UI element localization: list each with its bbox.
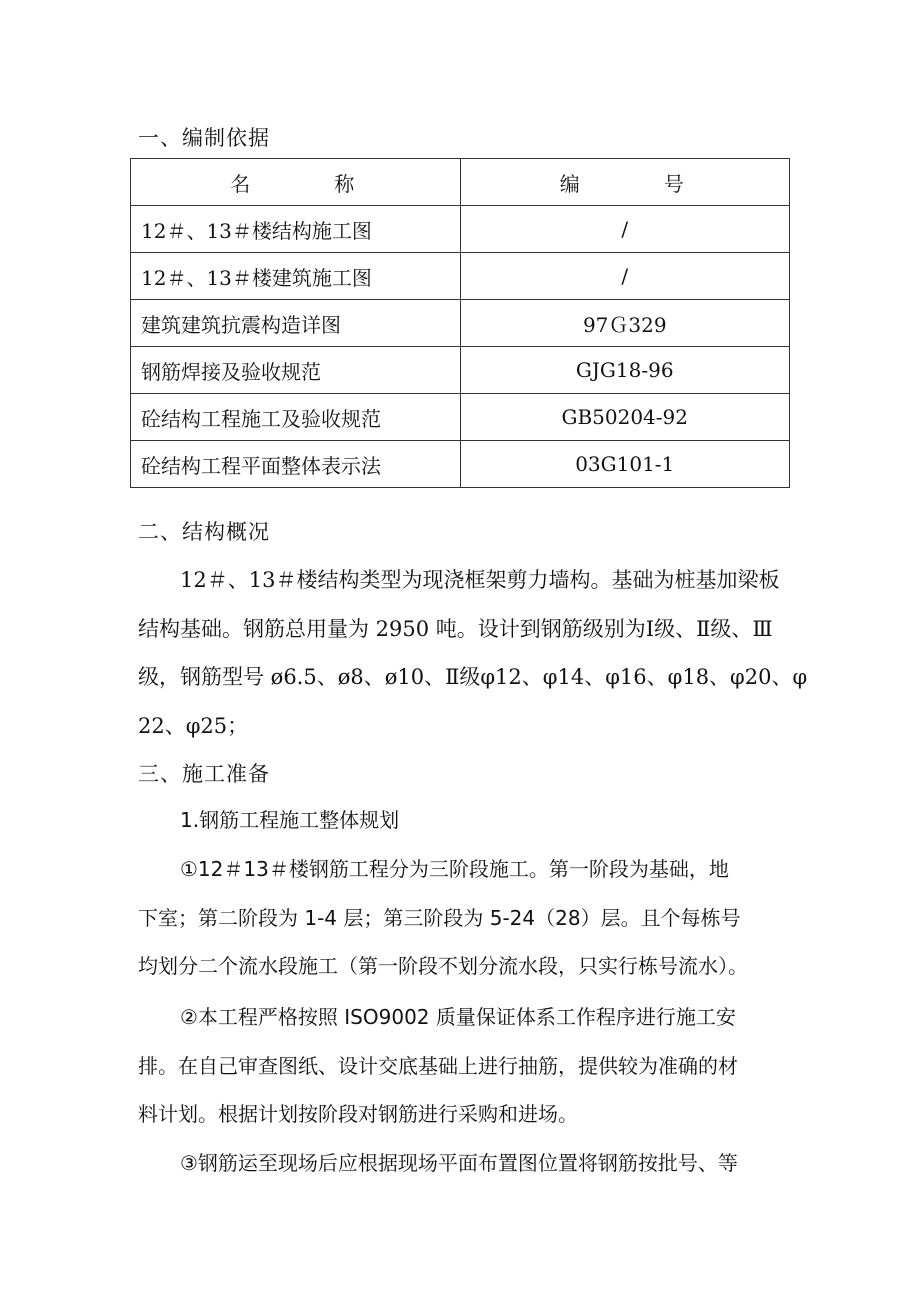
paragraph-line: ①12＃13＃楼钢筋工程分为三阶段施工。第一阶段为基础，地 (180, 857, 729, 881)
plan-paragraph-2 (138, 993, 788, 1139)
row-code: GJG18-96 (460, 347, 790, 394)
plan-paragraph-3 (138, 1139, 788, 1188)
section-heading-preparation: 三、施工准备 (138, 762, 270, 786)
paragraph-line: 排。在自己审查图纸、设计交底基础上进行抽筋，提供较为准确的材 (138, 1053, 738, 1078)
basis-table (130, 158, 790, 488)
paragraph-line: 结构基础。钢筋总用量为 2950 吨。设计到钢筋级别为Ⅰ级、Ⅱ级、Ⅲ (138, 616, 773, 641)
row-name: 12＃、13＃楼建筑施工图 (131, 253, 461, 300)
paragraph-line: 下室；第二阶段为 1-4 层；第三阶段为 5-24（28）层。且个每栋号 (138, 905, 741, 930)
row-code: 03G101-1 (460, 441, 790, 488)
subheading-plan (138, 796, 788, 845)
row-name: 砼结构工程平面整体表示法 (131, 441, 461, 488)
row-code: / (460, 253, 790, 300)
structure-paragraph (138, 556, 808, 750)
paragraph-line: 12＃、13＃楼结构类型为现浇框架剪力墙构。基础为桩基加梁板 (180, 568, 780, 592)
table-row (131, 394, 790, 441)
subheading-text: 1.钢筋工程施工整体规划 (180, 808, 400, 832)
table-row (131, 441, 790, 488)
section-heading-structure: 二、结构概况 (138, 520, 270, 544)
paragraph-line: 22、φ25； (138, 713, 249, 738)
row-name: 砼结构工程施工及验收规范 (131, 394, 461, 441)
paragraph-line: 级，钢筋型号 ø6.5、ø8、ø10、Ⅱ级φ12、φ14、φ16、φ18、φ20、φ (138, 665, 808, 689)
row-name: 建筑建筑抗震构造详图 (131, 300, 461, 347)
table-row (131, 206, 790, 253)
table-row (131, 347, 790, 394)
paragraph-line: 均划分二个流水段施工（第一阶段不划分流水段，只实行栋号流水）。 (138, 954, 748, 978)
table-row (131, 253, 790, 300)
row-name: 钢筋焊接及验收规范 (131, 347, 461, 394)
row-code: 97Ｇ329 (460, 300, 790, 347)
section-heading-basis: 一、编制依据 (138, 126, 270, 150)
header-name: 名 称 (131, 159, 461, 206)
table-header-row (131, 159, 790, 206)
paragraph-line: 料计划。根据计划按阶段对钢筋进行采购和进场。 (138, 1102, 578, 1126)
row-name: 12＃、13＃楼结构施工图 (131, 206, 461, 253)
paragraph-line: ③钢筋运至现场后应根据现场平面布置图位置将钢筋按批号、等 (180, 1151, 738, 1175)
plan-paragraph-1 (138, 845, 788, 991)
row-code: / (460, 206, 790, 253)
paragraph-line: ②本工程严格按照 ISO9002 质量保证体系工作程序进行施工安 (180, 1005, 736, 1029)
row-code: GB50204-92 (460, 394, 790, 441)
header-code: 编 号 (460, 159, 790, 206)
table-row (131, 300, 790, 347)
